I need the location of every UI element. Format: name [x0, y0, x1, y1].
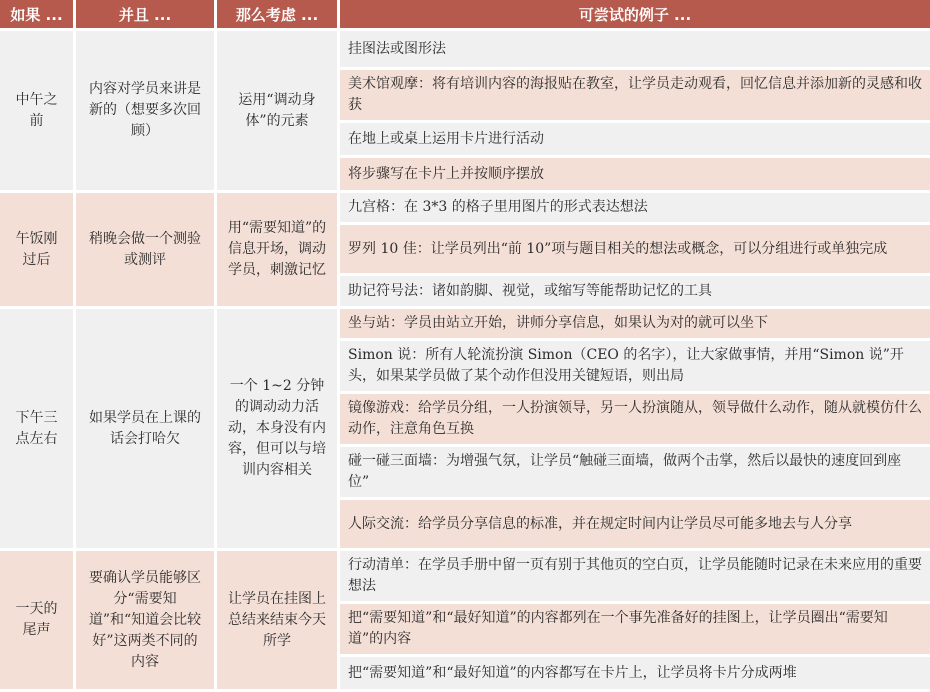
cell-if: 一天的尾声	[0, 551, 73, 689]
cell-and: 如果学员在上课的话会打哈欠	[76, 309, 214, 548]
cell-then: 用“需要知道”的信息开场，调动学员，刺激记忆	[217, 193, 337, 306]
cell-then: 让学员在挂图上总结来结束今天所学	[217, 551, 337, 689]
header-row	[0, 0, 930, 28]
table-row	[0, 551, 930, 601]
header-if: 如果 ...	[0, 0, 73, 28]
cell-example: 行动清单：在学员手册中留一页有别于其他页的空白页，让学员能随时记录在未来应用的重要想法	[340, 551, 930, 601]
cell-and: 稍晚会做一个测验或测评	[76, 193, 214, 306]
cell-example: 把“需要知道”和“最好知道”的内容都写在卡片上，让学员将卡片分成两堆	[340, 657, 930, 689]
cell-and: 要确认学员能够区分“需要知道”和“知道会比较好”这两类不同的内容	[76, 551, 214, 689]
cell-example: 将步骤写在卡片上并按顺序摆放	[340, 158, 930, 190]
header-then: 那么考虑 ...	[217, 0, 337, 28]
cell-if: 午饭刚过后	[0, 193, 73, 306]
cell-and: 内容对学员来讲是新的（想要多次回顾）	[76, 31, 214, 190]
header-examples: 可尝试的例子 ...	[340, 0, 930, 28]
cell-example: 坐与站：学员由站立开始，讲师分享信息，如果认为对的就可以坐下	[340, 309, 930, 338]
table-row	[0, 193, 930, 222]
header-and: 并且 ...	[76, 0, 214, 28]
cell-example: 罗列 10 佳：让学员列出“前 10”项与题目相关的想法或概念，可以分组进行或单独完成	[340, 225, 930, 273]
cell-example: 助记符号法：诸如韵脚、视觉，或缩写等能帮助记忆的工具	[340, 276, 930, 306]
cell-example: 美术馆观摩：将有培训内容的海报贴在教室，让学员走动观看，回忆信息并添加新的灵感和收获	[340, 70, 930, 120]
table-row	[0, 31, 930, 67]
cell-example: 镜像游戏：给学员分组，一人扮演领导，另一人扮演随从，领导做什么动作，随从就模仿什么动作，注意角色互换	[340, 394, 930, 444]
cell-example: 碰一碰三面墙：为增强气氛，让学员“触碰三面墙，做两个击掌，然后以最快的速度回到座位”	[340, 447, 930, 497]
cell-example: 把“需要知道”和“最好知道”的内容都列在一个事先准备好的挂图上，让学员圈出“需要知道”的内容	[340, 604, 930, 654]
cell-example: 挂图法或图形法	[340, 31, 930, 67]
cell-if: 中午之前	[0, 31, 73, 190]
cell-then: 运用“调动身体”的元素	[217, 31, 337, 190]
cell-example: 人际交流：给学员分享信息的标准，并在规定时间内让学员尽可能多地去与人分享	[340, 500, 930, 548]
cell-if: 下午三点左右	[0, 309, 73, 548]
cell-example: 在地上或桌上运用卡片进行活动	[340, 123, 930, 155]
cell-example: 九宫格：在 3*3 的格子里用图片的形式表达想法	[340, 193, 930, 222]
cell-then: 一个 1~2 分钟的调动动力活动，本身没有内容，但可以与培训内容相关	[217, 309, 337, 548]
cell-example: Simon 说：所有人轮流扮演 Simon（CEO 的名字），让大家做事情，并用“Simon 说”开头，如果某学员做了某个动作但没用关键短语，则出局	[340, 341, 930, 391]
table-row	[0, 309, 930, 338]
